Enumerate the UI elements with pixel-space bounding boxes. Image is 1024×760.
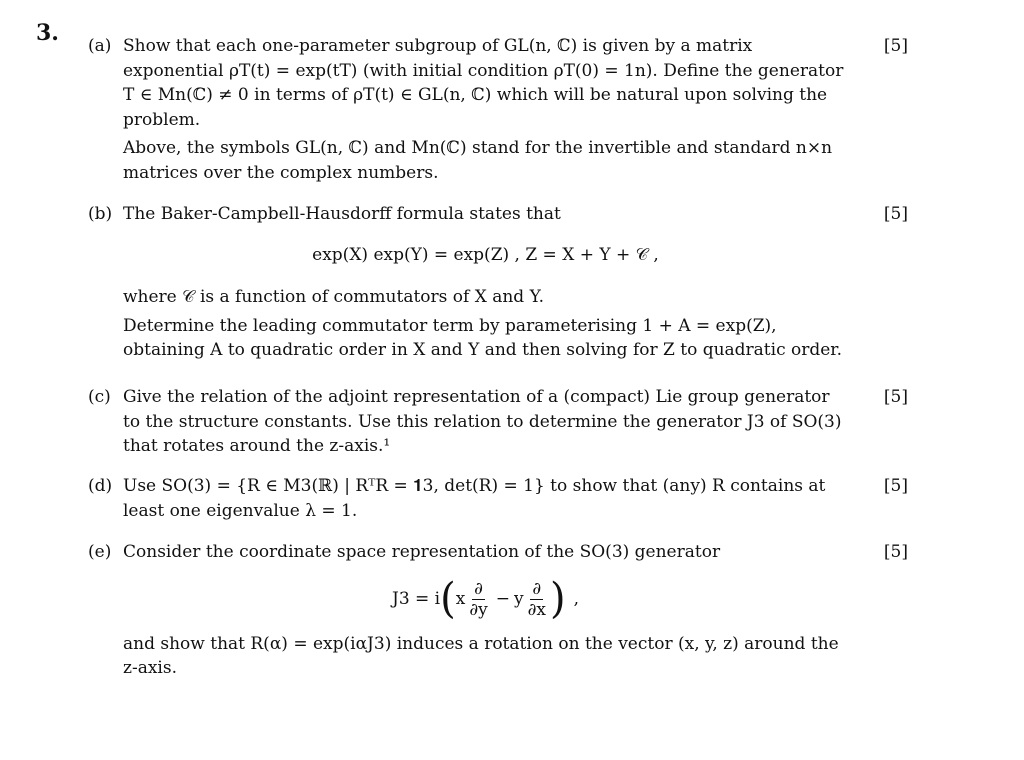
part-e-task: and show that R(α) = exp(iαJ3) induces a rotation on the vector (x, y, z) around the z-axis. xyxy=(123,633,839,678)
part-c-text: Give the relation of the adjoint representation of a (compact) Lie group generator to the structure constants. Use this relation to determine the generator J3 of SO(3) that rotates around the z-axis.¹ xyxy=(123,387,842,456)
part-d-marks: [5] xyxy=(883,476,908,496)
question-number: 3. xyxy=(36,20,59,46)
part-d-label: (d) xyxy=(88,476,113,496)
part-a-marks: [5] xyxy=(883,36,908,56)
part-a-label: (a) xyxy=(88,36,112,56)
part-d xyxy=(88,474,848,523)
partial-y-fraction xyxy=(467,579,489,620)
part-c xyxy=(88,385,848,459)
partial-x-fraction xyxy=(526,579,548,620)
eq-minus: − xyxy=(495,588,510,609)
eq-y: y xyxy=(513,588,524,609)
part-b-task: Determine the leading commutator term by parameterising 1 + A = exp(Z), obtaining A to quadratic order in X and Y and then solving for Z to quadratic order. xyxy=(123,315,842,360)
part-d-text: Use SO(3) = {R ∈ M3(ℝ) | RᵀR = 𝟏3, det(R) = 1} to show that (any) R contains at least one eigenvalue λ = 1. xyxy=(123,476,826,521)
part-e-label: (e) xyxy=(88,542,112,562)
part-b xyxy=(88,202,848,363)
part-e-intro: Consider the coordinate space representation of the SO(3) generator xyxy=(123,542,721,562)
eq-x: x xyxy=(455,588,466,609)
eq-comma: , xyxy=(573,588,579,609)
part-b-marks: [5] xyxy=(883,204,908,224)
open-paren: ( xyxy=(440,574,456,624)
part-a xyxy=(88,34,848,185)
j3-lhs: J3 = i xyxy=(392,588,441,609)
j3-equation xyxy=(123,574,848,624)
part-b-intro: The Baker-Campbell-Hausdorff formula states that xyxy=(123,204,561,224)
part-a-text: Show that each one-parameter subgroup of GL(n, ℂ) is given by a matrix exponential ρT(t) = exp(tT) (with initial condition ρT(0) = 1n). Define the generator T ∈ Mn(ℂ) ≠ 0 in terms of ρT(t) ∈ GL(n, ℂ) which will be natural upon solving the problem. xyxy=(123,36,844,130)
partial-y-den: ∂y xyxy=(469,599,488,620)
part-c-marks: [5] xyxy=(883,387,908,407)
part-e-marks: [5] xyxy=(883,542,908,562)
partial-y-num: ∂ xyxy=(474,578,483,599)
part-e xyxy=(88,540,848,681)
partial-x-den: ∂x xyxy=(527,599,546,620)
partial-x-num: ∂ xyxy=(532,578,542,599)
part-a-note: Above, the symbols GL(n, ℂ) and Mn(ℂ) stand for the invertible and standard n×n matrices over the complex numbers. xyxy=(123,138,833,183)
close-paren: ) xyxy=(549,574,566,624)
part-b-label: (b) xyxy=(88,204,113,224)
part-b-where: where 𝒞 is a function of commutators of X and Y. xyxy=(123,287,545,307)
bch-equation: exp(X) exp(Y) = exp(Z) , Z = X + Y + 𝒞 , xyxy=(312,244,659,265)
part-c-label: (c) xyxy=(88,387,111,407)
